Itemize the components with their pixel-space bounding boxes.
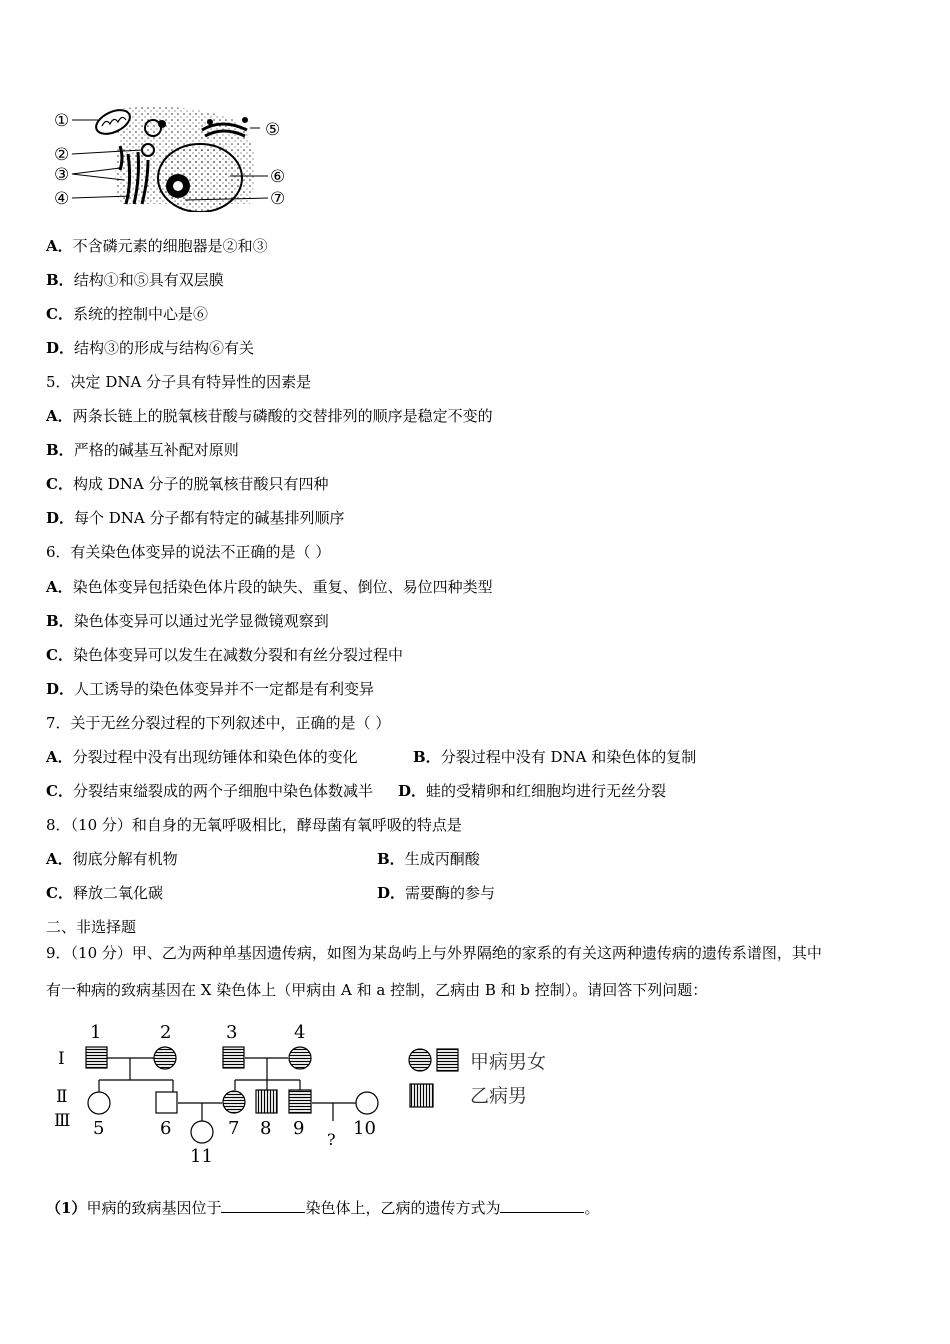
number-4: 4 (294, 1022, 306, 1043)
q8-option-b: B．生成丙酮酸 (377, 850, 480, 868)
q7-option-c: C．分裂结束缢裂成的两个子细胞中染色体数减半 (46, 782, 373, 800)
individual-1 (86, 1047, 107, 1068)
q7-option-b: B．分裂过程中没有 DNA 和染色体的复制 (413, 748, 697, 766)
q6-stem: 6．有关染色体变异的说法不正确的是（ ） (46, 543, 331, 561)
q4-option-a: A．不含磷元素的细胞器是②和③ (46, 237, 268, 255)
label-2: ② (54, 145, 70, 165)
q4-option-c: C．系统的控制中心是⑥ (46, 305, 208, 323)
label-3: ③ (54, 165, 70, 185)
individual-3 (223, 1047, 244, 1068)
legend-jia-label: 甲病男女 (470, 1051, 547, 1073)
generation-label-1: Ⅰ (58, 1049, 65, 1069)
individual-9 (289, 1090, 311, 1113)
individual-6 (156, 1092, 177, 1113)
individual-10 (356, 1092, 378, 1114)
q9-sub1: （1）甲病的致病基因位于 染色体上，乙病的遗传方式为 。 (46, 1199, 600, 1217)
q8-stem: 8．（10 分）和自身的无氧呼吸相比，酵母菌有氧呼吸的特点是 (46, 816, 462, 834)
q5-option-b: B．严格的碱基互补配对原则 (46, 441, 239, 459)
individual-8 (256, 1090, 277, 1113)
unknown-child: ? (327, 1130, 336, 1149)
number-9: 9 (293, 1118, 305, 1139)
cell-structure-figure (50, 100, 295, 212)
q5-option-a: A．两条长链上的脱氧核苷酸与磷酸的交替排列的顺序是稳定不变的 (46, 407, 493, 425)
answer-blank-1[interactable] (221, 1198, 305, 1213)
q7-stem: 7．关于无丝分裂过程的下列叙述中，正确的是（ ） (46, 714, 391, 732)
number-7: 7 (228, 1118, 240, 1139)
q5-stem: 5．决定 DNA 分子具有特异性的因素是 (46, 373, 312, 391)
label-1: ① (54, 111, 70, 131)
q8-option-a: A．彻底分解有机物 (46, 850, 178, 868)
individual-4 (289, 1047, 311, 1069)
q6-option-a: A．染色体变异包括染色体片段的缺失、重复、倒位、易位四种类型 (46, 578, 493, 596)
generation-label-2: Ⅱ (56, 1087, 68, 1107)
q8-option-c: C．释放二氧化碳 (46, 884, 163, 902)
q4-option-d: D．结构③的形成与结构⑥有关 (46, 339, 255, 357)
q4-option-b: B．结构①和⑤具有双层膜 (46, 271, 224, 289)
individual-7 (223, 1091, 245, 1113)
q7-option-a: A．分裂过程中没有出现纺锤体和染色体的变化 (46, 748, 358, 766)
number-8: 8 (260, 1118, 272, 1139)
q7-option-d: D．蛙的受精卵和红细胞均进行无丝分裂 (398, 782, 667, 800)
q5-option-c: C．构成 DNA 分子的脱氧核苷酸只有四种 (46, 475, 329, 493)
legend-male-jia (437, 1049, 458, 1071)
answer-blank-2[interactable] (500, 1198, 584, 1213)
legend-male-yi (410, 1084, 433, 1107)
legend-female-jia (409, 1049, 431, 1071)
number-5: 5 (93, 1118, 105, 1139)
individual-11 (191, 1121, 213, 1143)
section-title: 二、非选择题 (46, 918, 137, 936)
number-6: 6 (160, 1118, 172, 1139)
individual-5 (88, 1092, 110, 1114)
label-4: ④ (54, 189, 70, 209)
number-1: 1 (90, 1022, 102, 1043)
q9-stem-line1: 9．（10 分）甲、乙为两种单基因遗传病，如图为某岛屿上与外界隔绝的家系的有关这两种遗传病的遗传系谱图，其中 (46, 944, 822, 962)
label-6: ⑥ (270, 167, 286, 187)
number-3: 3 (226, 1022, 238, 1043)
number-11: 11 (190, 1146, 213, 1167)
q6-option-c: C．染色体变异可以发生在减数分裂和有丝分裂过程中 (46, 646, 403, 664)
number-10: 10 (353, 1118, 376, 1139)
q9-stem-line2: 有一种病的致病基因在 X 染色体上（甲病由 A 和 a 控制，乙病由 B 和 b 控制）。请回答下列问题： (46, 981, 708, 999)
individual-2 (154, 1047, 176, 1069)
q6-option-d: D．人工诱导的染色体变异并不一定都是有利变异 (46, 680, 375, 698)
label-7: ⑦ (270, 189, 286, 209)
q5-option-d: D．每个 DNA 分子都有特定的碱基排列顺序 (46, 509, 345, 527)
label-5: ⑤ (265, 120, 281, 140)
legend-yi-label: 乙病男 (470, 1085, 528, 1107)
generation-label-3: Ⅲ (54, 1111, 71, 1131)
pedigree-chart (50, 1018, 580, 1168)
q6-option-b: B．染色体变异可以通过光学显微镜观察到 (46, 612, 329, 630)
number-2: 2 (160, 1022, 172, 1043)
q8-option-d: D．需要酶的参与 (377, 884, 496, 902)
